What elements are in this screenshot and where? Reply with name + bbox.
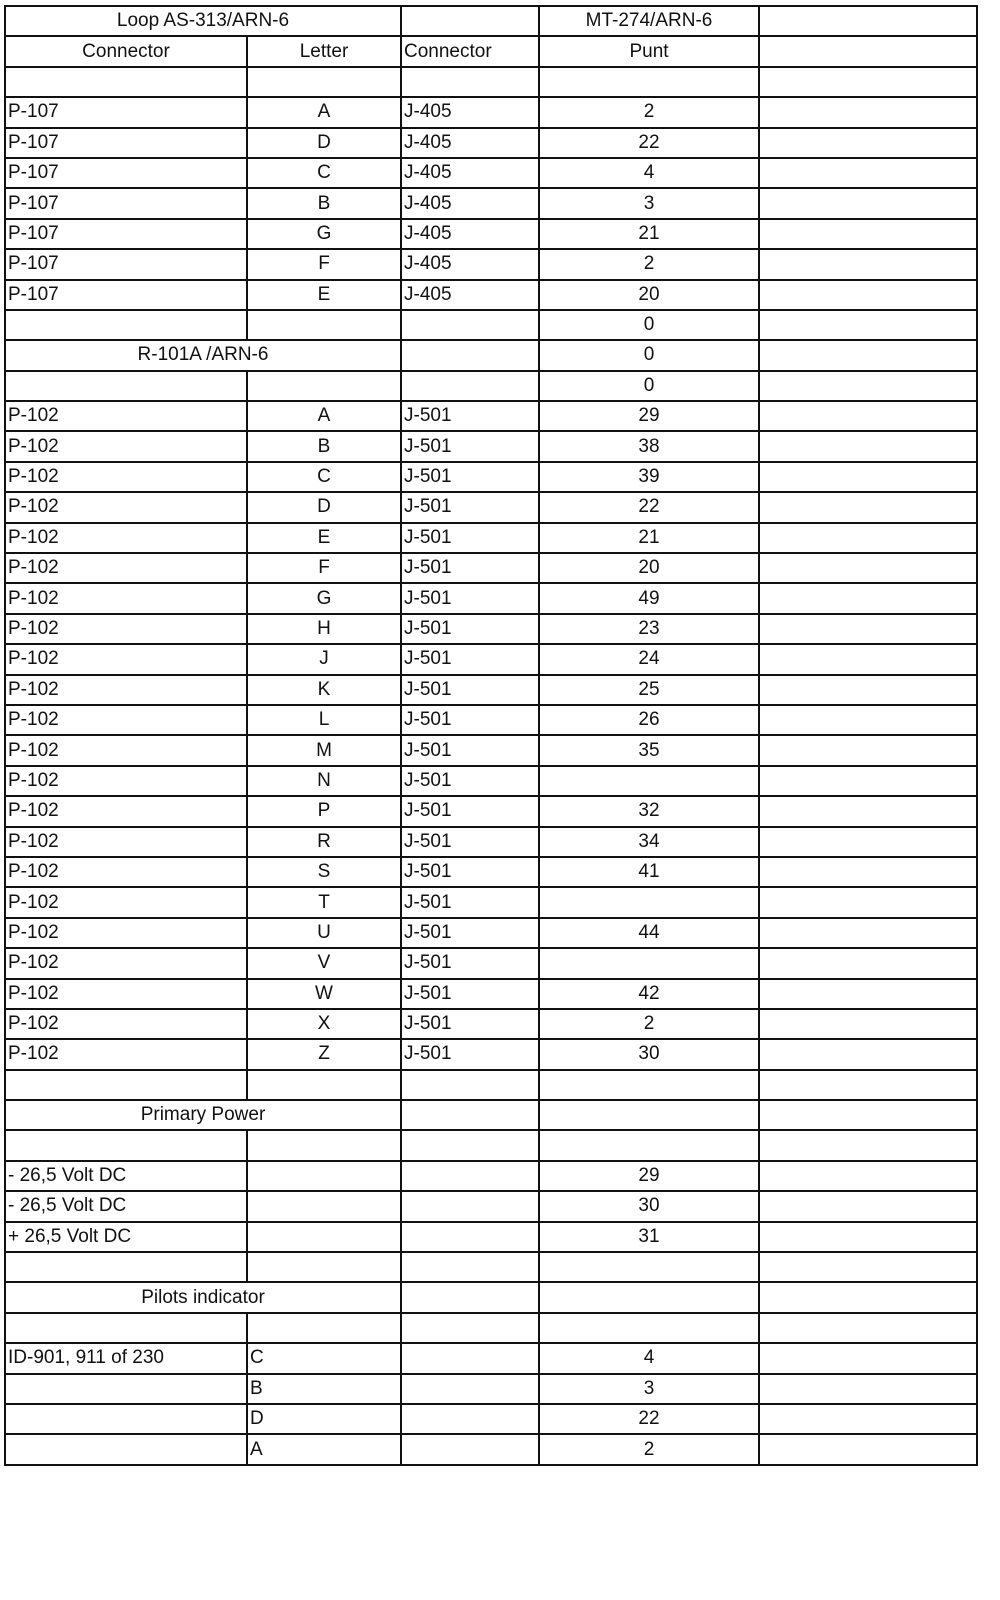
connector2-cell: J-501 bbox=[401, 979, 539, 1009]
table-row bbox=[5, 219, 977, 249]
letter-cell: D bbox=[247, 492, 401, 522]
letter-cell: D bbox=[247, 1404, 401, 1434]
spacer-row bbox=[5, 1130, 977, 1160]
table-row bbox=[5, 735, 977, 765]
empty-cell bbox=[5, 310, 247, 340]
empty-cell bbox=[759, 1222, 977, 1252]
section-title-pilots: Pilots indicator bbox=[5, 1282, 401, 1312]
empty-cell bbox=[247, 1070, 401, 1100]
section-title-power: Primary Power bbox=[5, 1100, 401, 1130]
punt-cell: 20 bbox=[539, 280, 759, 310]
empty-cell bbox=[401, 1130, 539, 1160]
connector2-cell: J-405 bbox=[401, 219, 539, 249]
punt-cell: 3 bbox=[539, 188, 759, 218]
empty-cell bbox=[759, 280, 977, 310]
punt-cell: 22 bbox=[539, 128, 759, 158]
empty-cell bbox=[759, 1130, 977, 1160]
empty-cell bbox=[759, 918, 977, 948]
connector-cell: P-107 bbox=[5, 97, 247, 127]
connector-cell: P-102 bbox=[5, 583, 247, 613]
empty-cell bbox=[759, 1313, 977, 1343]
col-header-connector2: Connector bbox=[401, 36, 539, 66]
connector2-cell: J-501 bbox=[401, 1039, 539, 1069]
connector2-cell: J-501 bbox=[401, 401, 539, 431]
punt-cell bbox=[539, 948, 759, 978]
table-row bbox=[5, 280, 977, 310]
punt-cell: 23 bbox=[539, 614, 759, 644]
empty-cell bbox=[759, 857, 977, 887]
connector2-cell: J-501 bbox=[401, 614, 539, 644]
empty-cell bbox=[5, 1130, 247, 1160]
empty-cell bbox=[759, 796, 977, 826]
connector-cell: P-107 bbox=[5, 128, 247, 158]
connector2-cell: J-501 bbox=[401, 431, 539, 461]
empty-cell bbox=[539, 1130, 759, 1160]
punt-cell: 20 bbox=[539, 553, 759, 583]
empty-cell bbox=[401, 310, 539, 340]
table-row bbox=[5, 948, 977, 978]
empty-cell bbox=[759, 583, 977, 613]
letter-cell: P bbox=[247, 796, 401, 826]
connector-cell: P-102 bbox=[5, 979, 247, 1009]
empty-cell bbox=[5, 1313, 247, 1343]
col-header-letter: Letter bbox=[247, 36, 401, 66]
letter-cell: Z bbox=[247, 1039, 401, 1069]
punt-cell: 38 bbox=[539, 431, 759, 461]
empty-cell bbox=[759, 1161, 977, 1191]
letter-cell: U bbox=[247, 918, 401, 948]
col-header-connector: Connector bbox=[5, 36, 247, 66]
connector-cell: P-102 bbox=[5, 887, 247, 917]
empty-cell bbox=[401, 1252, 539, 1282]
table-row bbox=[5, 431, 977, 461]
punt-cell: 39 bbox=[539, 462, 759, 492]
connector2-cell: J-501 bbox=[401, 766, 539, 796]
empty-cell bbox=[759, 735, 977, 765]
empty-cell bbox=[401, 1374, 539, 1404]
connector-cell: P-102 bbox=[5, 523, 247, 553]
letter-cell: L bbox=[247, 705, 401, 735]
connector2-cell: J-501 bbox=[401, 705, 539, 735]
empty-cell bbox=[759, 97, 977, 127]
pilots-label-cell bbox=[5, 1374, 247, 1404]
empty-cell bbox=[247, 1313, 401, 1343]
table-row bbox=[5, 97, 977, 127]
letter-cell: R bbox=[247, 827, 401, 857]
letter-cell: C bbox=[247, 158, 401, 188]
section-title-row bbox=[5, 1282, 977, 1312]
section-title-row bbox=[5, 340, 977, 370]
table-row bbox=[5, 1434, 977, 1464]
letter-cell: F bbox=[247, 249, 401, 279]
punt-cell: 4 bbox=[539, 1343, 759, 1373]
empty-cell bbox=[401, 1191, 539, 1221]
table-row bbox=[5, 158, 977, 188]
letter-cell: V bbox=[247, 948, 401, 978]
table-row bbox=[5, 1161, 977, 1191]
empty-cell bbox=[759, 401, 977, 431]
letter-cell: G bbox=[247, 219, 401, 249]
punt-cell: 29 bbox=[539, 401, 759, 431]
letter-cell: D bbox=[247, 128, 401, 158]
empty-cell bbox=[759, 1252, 977, 1282]
connector-cell: P-107 bbox=[5, 219, 247, 249]
table-row bbox=[5, 188, 977, 218]
letter-cell: J bbox=[247, 644, 401, 674]
letter-cell: N bbox=[247, 766, 401, 796]
connector2-cell: J-405 bbox=[401, 158, 539, 188]
section-title-receiver: R-101A /ARN-6 bbox=[5, 340, 401, 370]
connector-cell: P-102 bbox=[5, 705, 247, 735]
spacer-row bbox=[5, 1070, 977, 1100]
punt-cell: 21 bbox=[539, 523, 759, 553]
table-row bbox=[5, 1404, 977, 1434]
empty-cell bbox=[759, 979, 977, 1009]
spacer-row bbox=[5, 67, 977, 97]
section-title-row bbox=[5, 1100, 977, 1130]
connector-cell: P-102 bbox=[5, 644, 247, 674]
connector-cell: P-102 bbox=[5, 857, 247, 887]
table-row bbox=[5, 887, 977, 917]
title-row bbox=[5, 6, 977, 36]
punt-cell: 29 bbox=[539, 1161, 759, 1191]
pilots-label-cell bbox=[5, 1434, 247, 1464]
punt-cell: 2 bbox=[539, 1434, 759, 1464]
empty-cell bbox=[759, 1404, 977, 1434]
empty-cell bbox=[759, 36, 977, 66]
connector-cell: P-102 bbox=[5, 675, 247, 705]
empty-cell bbox=[759, 1374, 977, 1404]
empty-cell bbox=[759, 675, 977, 705]
connector2-cell: J-501 bbox=[401, 1009, 539, 1039]
punt-cell: 21 bbox=[539, 219, 759, 249]
spacer-row bbox=[5, 1252, 977, 1282]
empty-cell bbox=[539, 1100, 759, 1130]
empty-cell bbox=[247, 371, 401, 401]
punt-cell: 25 bbox=[539, 675, 759, 705]
table-row bbox=[5, 401, 977, 431]
table-row bbox=[5, 583, 977, 613]
connector2-cell: J-501 bbox=[401, 827, 539, 857]
letter-cell: S bbox=[247, 857, 401, 887]
empty-cell bbox=[759, 431, 977, 461]
empty-cell bbox=[401, 1434, 539, 1464]
empty-cell bbox=[247, 67, 401, 97]
connector-cell: P-102 bbox=[5, 431, 247, 461]
connector2-cell: J-405 bbox=[401, 188, 539, 218]
connector-cell: P-102 bbox=[5, 948, 247, 978]
empty-cell bbox=[401, 1222, 539, 1252]
punt-cell: 2 bbox=[539, 249, 759, 279]
empty-cell bbox=[539, 1282, 759, 1312]
table-row bbox=[5, 523, 977, 553]
punt-cell bbox=[539, 766, 759, 796]
empty-cell bbox=[539, 1252, 759, 1282]
table-row bbox=[5, 128, 977, 158]
empty-cell bbox=[5, 371, 247, 401]
connector-cell: P-102 bbox=[5, 492, 247, 522]
empty-cell bbox=[759, 766, 977, 796]
letter-cell: F bbox=[247, 553, 401, 583]
connector2-cell: J-405 bbox=[401, 97, 539, 127]
connector2-cell: J-405 bbox=[401, 128, 539, 158]
letter-cell: H bbox=[247, 614, 401, 644]
table-row bbox=[5, 1374, 977, 1404]
pilots-label-cell bbox=[5, 1404, 247, 1434]
letter-cell: E bbox=[247, 523, 401, 553]
letter-cell: G bbox=[247, 583, 401, 613]
connector-cell: P-102 bbox=[5, 918, 247, 948]
empty-cell bbox=[401, 6, 539, 36]
empty-cell bbox=[401, 67, 539, 97]
empty-cell bbox=[759, 948, 977, 978]
punt-cell: 4 bbox=[539, 158, 759, 188]
spacer-row bbox=[5, 1313, 977, 1343]
empty-cell bbox=[759, 371, 977, 401]
empty-cell bbox=[759, 340, 977, 370]
empty-cell bbox=[759, 67, 977, 97]
empty-cell bbox=[247, 310, 401, 340]
punt-cell: 49 bbox=[539, 583, 759, 613]
connector2-cell: J-405 bbox=[401, 249, 539, 279]
table-row bbox=[5, 675, 977, 705]
punt-cell: 31 bbox=[539, 1222, 759, 1252]
letter-cell: X bbox=[247, 1009, 401, 1039]
connector2-cell: J-405 bbox=[401, 280, 539, 310]
empty-cell bbox=[759, 249, 977, 279]
connector2-cell: J-501 bbox=[401, 583, 539, 613]
connector-cell: P-107 bbox=[5, 158, 247, 188]
connector-cell: P-107 bbox=[5, 188, 247, 218]
header-row bbox=[5, 36, 977, 66]
table-row bbox=[5, 1009, 977, 1039]
connector-cell: P-102 bbox=[5, 766, 247, 796]
title-loop: Loop AS-313/ARN-6 bbox=[5, 6, 401, 36]
table-row bbox=[5, 553, 977, 583]
punt-cell bbox=[539, 887, 759, 917]
connector-cell: P-107 bbox=[5, 280, 247, 310]
table-row bbox=[5, 1222, 977, 1252]
connector2-cell: J-501 bbox=[401, 887, 539, 917]
table-row bbox=[5, 918, 977, 948]
letter-cell: K bbox=[247, 675, 401, 705]
empty-cell bbox=[759, 492, 977, 522]
wiring-table bbox=[4, 5, 978, 1466]
letter-cell: E bbox=[247, 280, 401, 310]
table-row bbox=[5, 857, 977, 887]
connector2-cell: J-501 bbox=[401, 735, 539, 765]
punt-cell: 2 bbox=[539, 1009, 759, 1039]
empty-cell bbox=[759, 1191, 977, 1221]
letter-cell: A bbox=[247, 97, 401, 127]
table-row bbox=[5, 492, 977, 522]
empty-cell bbox=[401, 1313, 539, 1343]
empty-cell bbox=[759, 1282, 977, 1312]
table-row bbox=[5, 614, 977, 644]
connector-cell: P-107 bbox=[5, 249, 247, 279]
power-label-cell: - 26,5 Volt DC bbox=[5, 1161, 247, 1191]
table-row bbox=[5, 705, 977, 735]
letter-cell: W bbox=[247, 979, 401, 1009]
empty-cell bbox=[5, 1252, 247, 1282]
empty-cell bbox=[759, 553, 977, 583]
connector-cell: P-102 bbox=[5, 735, 247, 765]
connector2-cell: J-501 bbox=[401, 675, 539, 705]
letter-cell: C bbox=[247, 462, 401, 492]
punt-cell: 22 bbox=[539, 492, 759, 522]
punt-cell: 0 bbox=[539, 310, 759, 340]
empty-cell bbox=[247, 1252, 401, 1282]
empty-cell bbox=[247, 1191, 401, 1221]
punt-cell: 0 bbox=[539, 371, 759, 401]
punt-cell: 44 bbox=[539, 918, 759, 948]
letter-cell: A bbox=[247, 401, 401, 431]
punt-cell: 3 bbox=[539, 1374, 759, 1404]
punt-cell: 0 bbox=[539, 340, 759, 370]
empty-cell bbox=[759, 188, 977, 218]
letter-cell: B bbox=[247, 1374, 401, 1404]
connector-cell: P-102 bbox=[5, 401, 247, 431]
connector2-cell: J-501 bbox=[401, 553, 539, 583]
table-row bbox=[5, 249, 977, 279]
connector-cell: P-102 bbox=[5, 796, 247, 826]
letter-cell: T bbox=[247, 887, 401, 917]
empty-cell bbox=[759, 128, 977, 158]
empty-cell bbox=[759, 1070, 977, 1100]
letter-cell: C bbox=[247, 1343, 401, 1373]
empty-cell bbox=[5, 1070, 247, 1100]
empty-cell bbox=[401, 340, 539, 370]
wiring-table-body bbox=[5, 6, 977, 1465]
connector-cell: P-102 bbox=[5, 614, 247, 644]
punt-cell: 32 bbox=[539, 796, 759, 826]
connector-cell: P-102 bbox=[5, 462, 247, 492]
empty-cell bbox=[401, 1343, 539, 1373]
connector-cell: P-102 bbox=[5, 553, 247, 583]
table-row bbox=[5, 796, 977, 826]
connector2-cell: J-501 bbox=[401, 523, 539, 553]
title-mt: MT-274/ARN-6 bbox=[539, 6, 759, 36]
punt-cell: 30 bbox=[539, 1191, 759, 1221]
table-row bbox=[5, 827, 977, 857]
punt-cell: 35 bbox=[539, 735, 759, 765]
empty-cell bbox=[759, 644, 977, 674]
empty-cell bbox=[247, 1222, 401, 1252]
empty-cell bbox=[759, 158, 977, 188]
empty-cell bbox=[759, 523, 977, 553]
connector2-cell: J-501 bbox=[401, 857, 539, 887]
power-label-cell: + 26,5 Volt DC bbox=[5, 1222, 247, 1252]
letter-cell: A bbox=[247, 1434, 401, 1464]
punt-cell: 22 bbox=[539, 1404, 759, 1434]
spacer-row bbox=[5, 371, 977, 401]
table-row bbox=[5, 766, 977, 796]
empty-cell bbox=[759, 1100, 977, 1130]
empty-cell bbox=[401, 1404, 539, 1434]
empty-cell bbox=[759, 887, 977, 917]
letter-cell: M bbox=[247, 735, 401, 765]
table-row bbox=[5, 462, 977, 492]
empty-cell bbox=[247, 1161, 401, 1191]
connector2-cell: J-501 bbox=[401, 948, 539, 978]
connector2-cell: J-501 bbox=[401, 644, 539, 674]
empty-cell bbox=[759, 1434, 977, 1464]
punt-cell: 26 bbox=[539, 705, 759, 735]
connector-cell: P-102 bbox=[5, 1039, 247, 1069]
empty-cell bbox=[759, 1343, 977, 1373]
connector2-cell: J-501 bbox=[401, 918, 539, 948]
table-row bbox=[5, 1343, 977, 1373]
empty-cell bbox=[759, 614, 977, 644]
pilots-label-cell: ID-901, 911 of 230 bbox=[5, 1343, 247, 1373]
empty-cell bbox=[401, 1070, 539, 1100]
empty-cell bbox=[247, 1130, 401, 1160]
connector2-cell: J-501 bbox=[401, 796, 539, 826]
empty-cell bbox=[401, 1161, 539, 1191]
table-row bbox=[5, 644, 977, 674]
empty-cell bbox=[539, 67, 759, 97]
empty-cell bbox=[759, 310, 977, 340]
empty-cell bbox=[759, 827, 977, 857]
punt-cell: 24 bbox=[539, 644, 759, 674]
empty-cell bbox=[759, 462, 977, 492]
punt-cell: 42 bbox=[539, 979, 759, 1009]
col-header-punt: Punt bbox=[539, 36, 759, 66]
spacer-row bbox=[5, 310, 977, 340]
punt-cell: 41 bbox=[539, 857, 759, 887]
empty-cell bbox=[401, 1100, 539, 1130]
connector2-cell: J-501 bbox=[401, 462, 539, 492]
connector2-cell: J-501 bbox=[401, 492, 539, 522]
connector-cell: P-102 bbox=[5, 1009, 247, 1039]
empty-cell bbox=[759, 6, 977, 36]
empty-cell bbox=[539, 1070, 759, 1100]
punt-cell: 34 bbox=[539, 827, 759, 857]
power-label-cell: - 26,5 Volt DC bbox=[5, 1191, 247, 1221]
empty-cell bbox=[759, 705, 977, 735]
punt-cell: 2 bbox=[539, 97, 759, 127]
table-row bbox=[5, 979, 977, 1009]
connector-cell: P-102 bbox=[5, 827, 247, 857]
empty-cell bbox=[759, 219, 977, 249]
empty-cell bbox=[759, 1039, 977, 1069]
letter-cell: B bbox=[247, 188, 401, 218]
table-row bbox=[5, 1039, 977, 1069]
letter-cell: B bbox=[247, 431, 401, 461]
punt-cell: 30 bbox=[539, 1039, 759, 1069]
empty-cell bbox=[5, 67, 247, 97]
table-row bbox=[5, 1191, 977, 1221]
empty-cell bbox=[401, 1282, 539, 1312]
empty-cell bbox=[539, 1313, 759, 1343]
empty-cell bbox=[401, 371, 539, 401]
empty-cell bbox=[759, 1009, 977, 1039]
